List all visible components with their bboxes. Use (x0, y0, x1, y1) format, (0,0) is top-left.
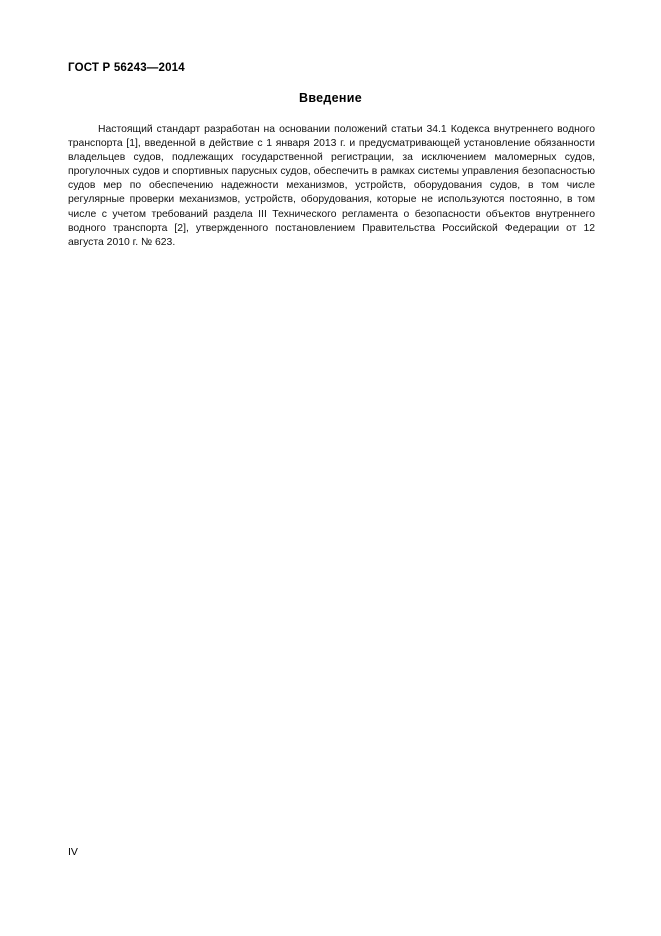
section-title: Введение (299, 91, 362, 105)
standard-designation-header: ГОСТ Р 56243—2014 (68, 62, 185, 74)
page-number: IV (68, 846, 78, 858)
intro-paragraph-block (68, 123, 595, 250)
intro-paragraph-text: Настоящий стандарт разработан на основании положений статьи 34.1 Кодекса внутреннего водного транспорта [1], введенной в действие с 1 января 2013 г. и предусматривающей установление обязанности владельцев судов, подлежащих государственной регистрации, за исключением маломерных судов, прогулочных судов и спортивных парусных судов, обеспечить в рамках системы управления безопасностью судов мер по обеспечению надежности механизмов, устройств, оборудования судов, в том числе регулярные проверки механизмов, устройств, оборудования, которые не используются постоянно, в том числе с учетом требований раздела III Технического регламента о безопасности объектов внутреннего водного транспорта [2], утвержденного постановлением Правительства Российской Федерации от 12 августа 2010 г. № 623. (68, 124, 595, 248)
